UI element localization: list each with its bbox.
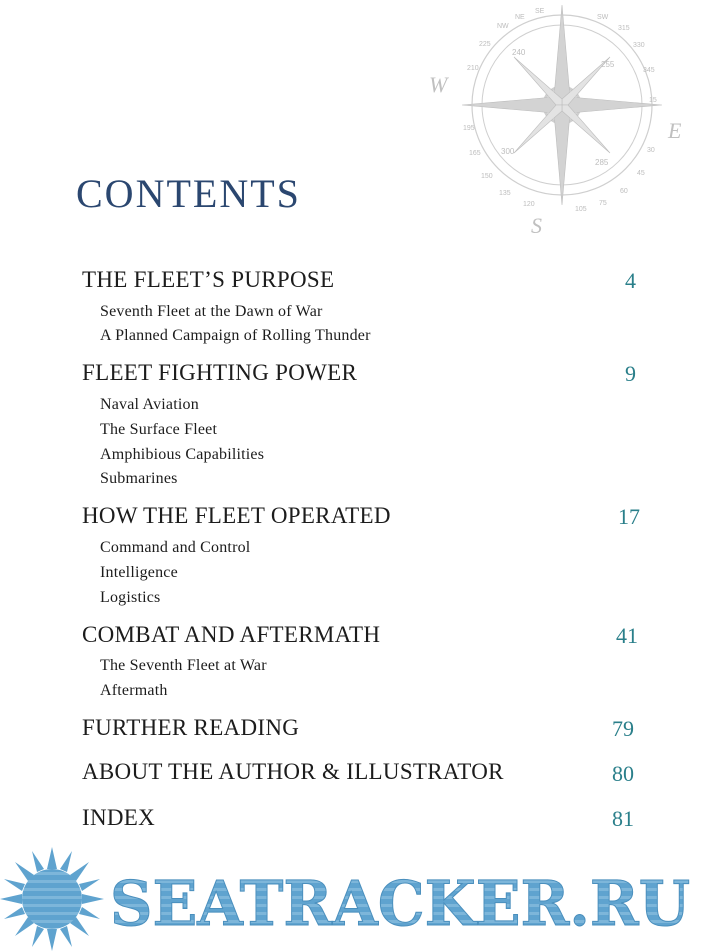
compass-mark: SE	[535, 8, 545, 15]
toc-section-title[interactable]: FURTHER READING	[82, 715, 300, 740]
toc-section-title[interactable]: INDEX	[82, 805, 156, 830]
watermark-logo	[0, 843, 702, 951]
compass-mark: 120	[523, 201, 535, 208]
compass-label-s: S	[531, 213, 542, 238]
compass-mark: 150	[481, 173, 493, 180]
toc-page-number[interactable]: 17	[618, 504, 640, 529]
compass-mark: 255	[601, 60, 615, 69]
watermark-text: SEATRACKER.RU	[110, 867, 690, 940]
toc-page-number[interactable]: 80	[612, 761, 634, 786]
toc-subsection[interactable]: The Surface Fleet	[100, 421, 218, 438]
toc-page-number[interactable]: 41	[616, 623, 638, 648]
toc-subsection[interactable]: A Planned Campaign of Rolling Thunder	[100, 327, 371, 344]
toc-subsection[interactable]: Amphibious Capabilities	[100, 446, 265, 463]
compass-mark: 60	[620, 188, 628, 195]
compass-mark: 30	[647, 147, 655, 154]
toc-section-title[interactable]: COMBAT AND AFTERMATH	[82, 622, 381, 647]
toc-subsection[interactable]: Naval Aviation	[100, 396, 199, 413]
compass-mark: 240	[512, 48, 526, 57]
compass-mark: 195	[463, 125, 475, 132]
compass-mark: NE	[515, 14, 525, 21]
compass-mark: 165	[469, 150, 481, 157]
compass-mark: NW	[497, 23, 509, 30]
compass-mark: 285	[595, 158, 609, 167]
compass-mark: SW	[597, 14, 609, 21]
toc-subsection[interactable]: Command and Control	[100, 539, 251, 556]
toc-section-title[interactable]: THE FLEET’S PURPOSE	[82, 267, 335, 292]
compass-mark: 75	[599, 200, 607, 207]
compass-rose-icon	[415, 0, 702, 240]
toc-section-title[interactable]: HOW THE FLEET OPERATED	[82, 503, 391, 528]
compass-mark: 135	[499, 190, 511, 197]
compass-mark: 105	[575, 206, 587, 213]
toc-subsection[interactable]: The Seventh Fleet at War	[100, 657, 267, 674]
toc-page-number[interactable]: 9	[625, 361, 636, 386]
compass-mark: 315	[618, 25, 630, 32]
compass-mark: 345	[643, 67, 655, 74]
toc-subsection[interactable]: Aftermath	[100, 682, 168, 699]
compass-mark: 45	[637, 170, 645, 177]
compass-mark: 300	[501, 147, 515, 156]
compass-mark: 225	[479, 41, 491, 48]
sun-icon	[0, 847, 104, 951]
toc-subsection[interactable]: Submarines	[100, 470, 178, 487]
toc-subsection[interactable]: Intelligence	[100, 564, 178, 581]
compass-mark: 210	[467, 65, 479, 72]
compass-mark: 15	[649, 97, 657, 104]
toc-subsection[interactable]: Logistics	[100, 589, 161, 606]
toc-section-title[interactable]: FLEET FIGHTING POWER	[82, 360, 358, 385]
page-title: CONTENTS	[76, 171, 301, 216]
compass-label-w: W	[429, 72, 448, 97]
compass-label-e: E	[668, 118, 682, 143]
toc-page-number[interactable]: 79	[612, 716, 634, 741]
compass-mark: 330	[633, 42, 645, 49]
toc-page-number[interactable]: 81	[612, 806, 634, 831]
toc-subsection[interactable]: Seventh Fleet at the Dawn of War	[100, 303, 323, 320]
toc-page-number[interactable]: 4	[625, 268, 636, 293]
toc-section-title[interactable]: ABOUT THE AUTHOR & ILLUSTRATOR	[82, 759, 504, 784]
